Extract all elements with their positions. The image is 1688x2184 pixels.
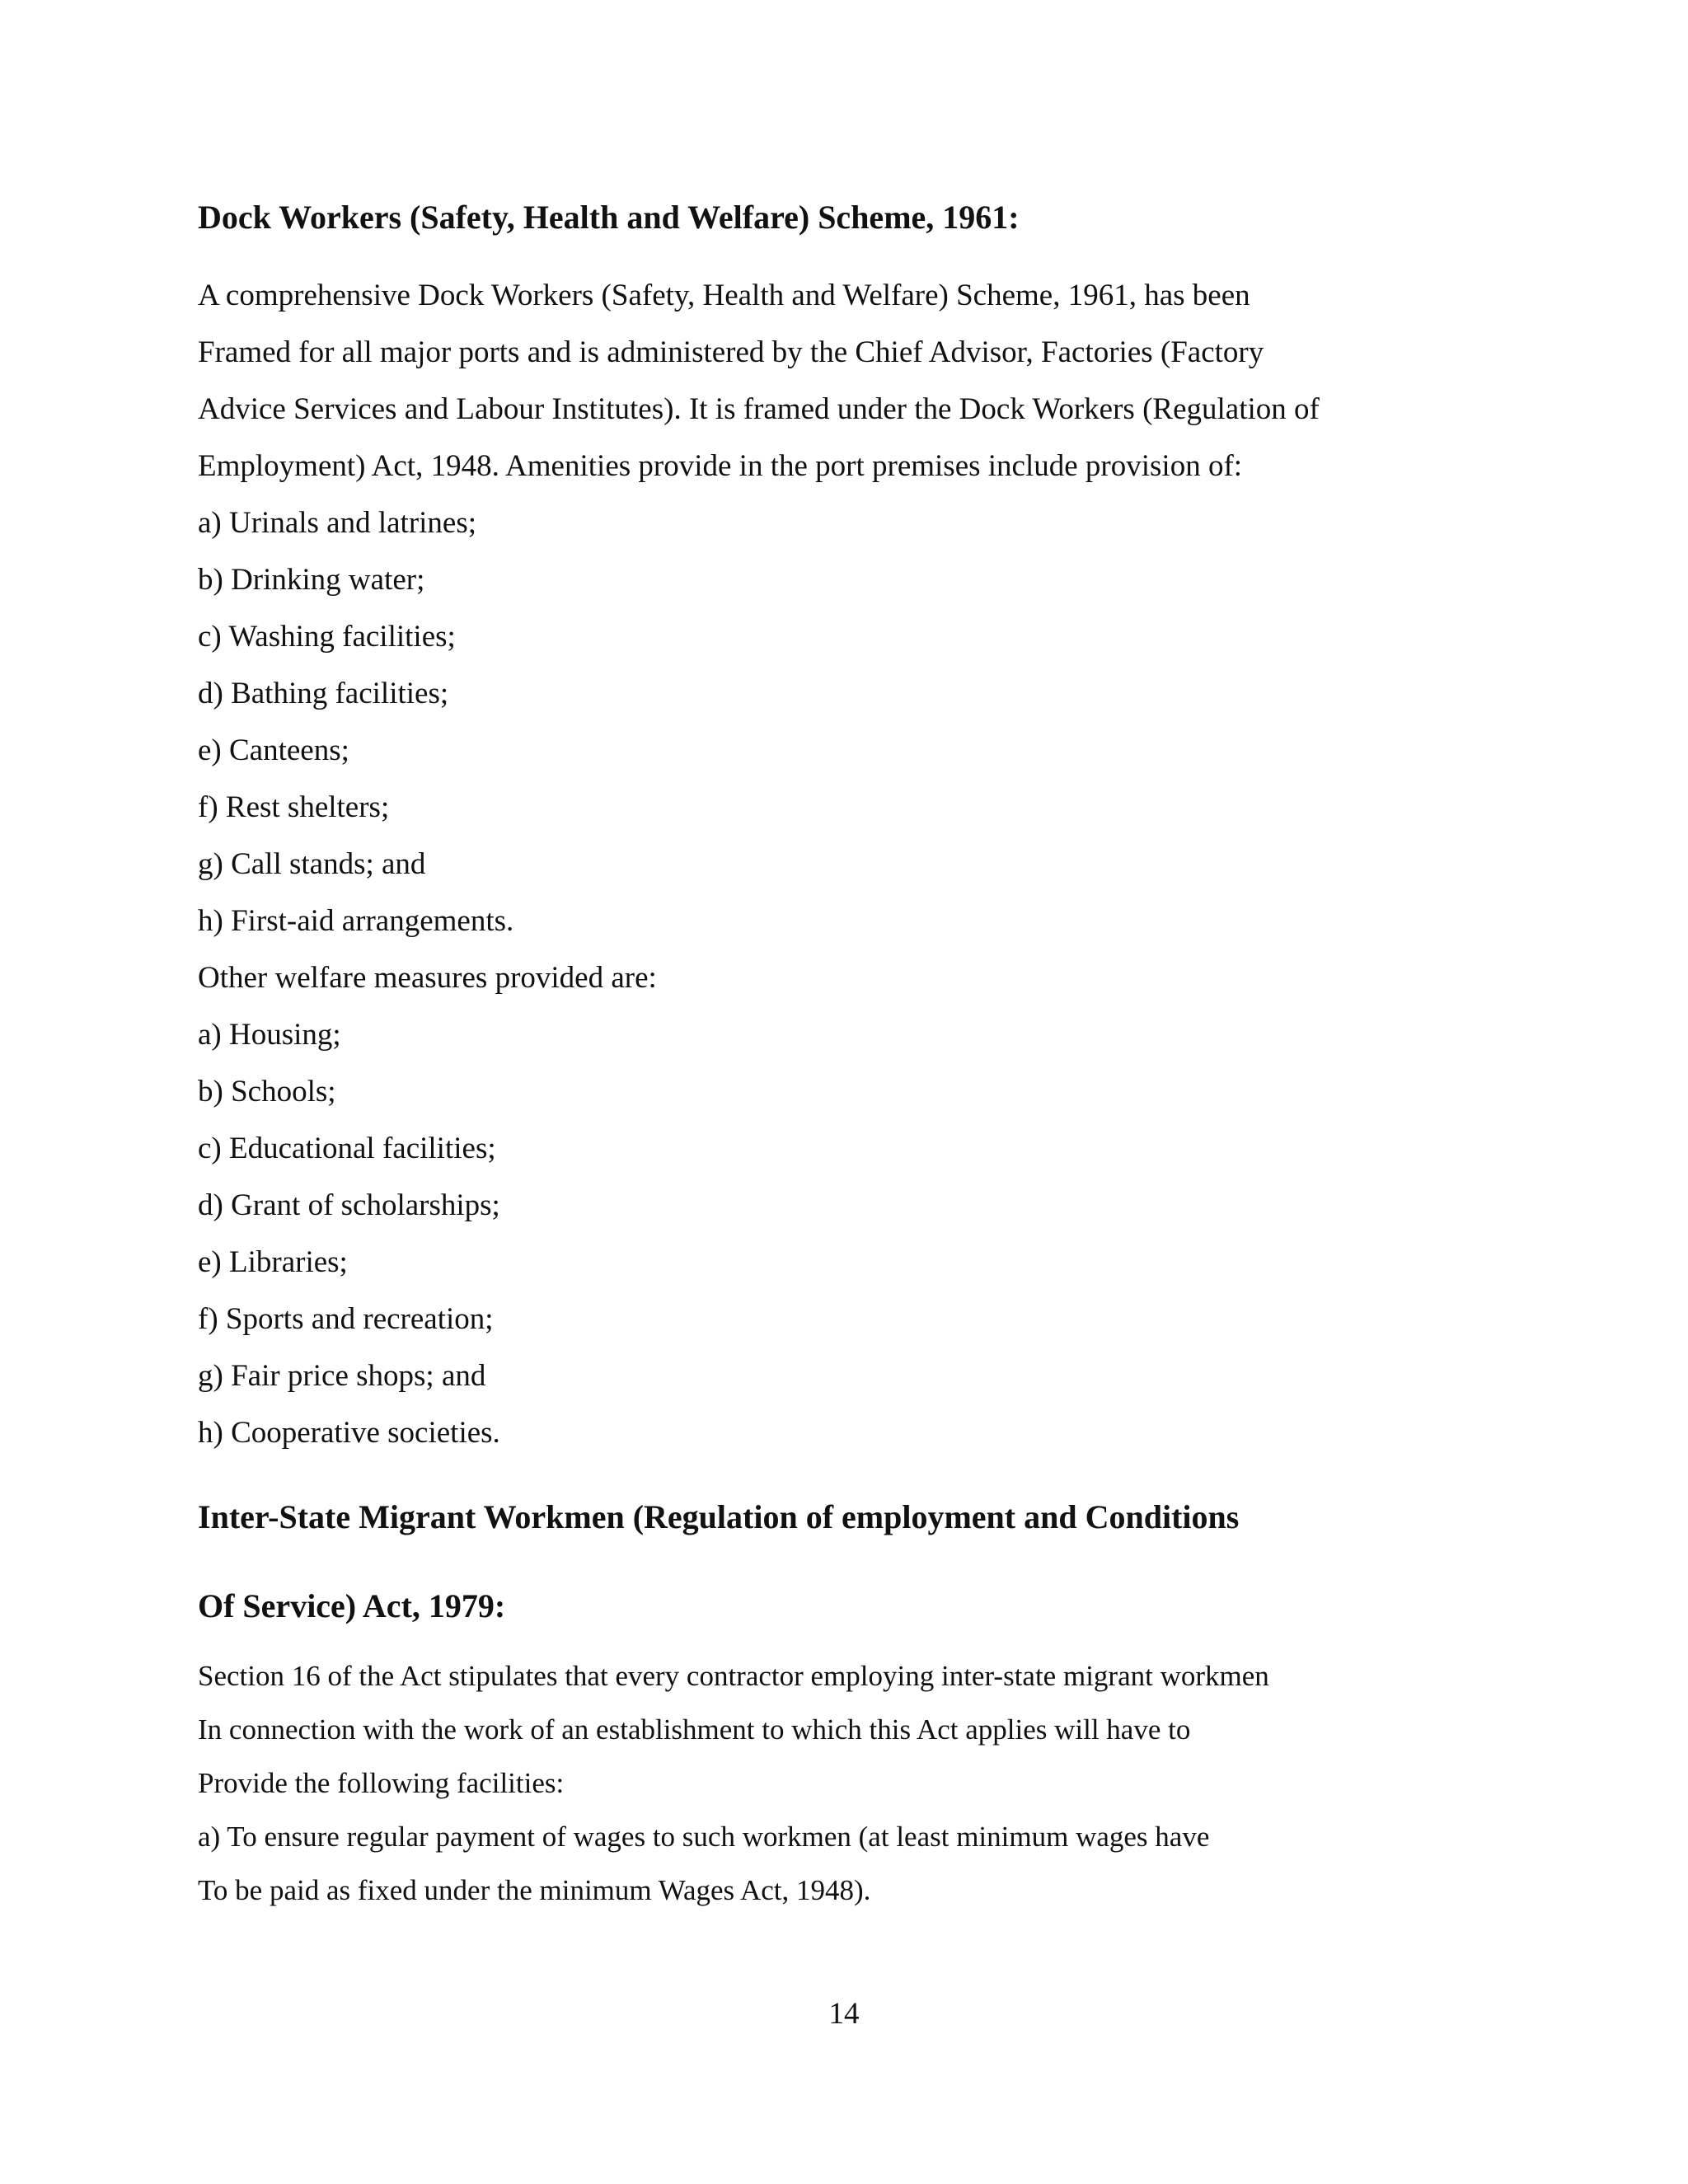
list-item: h) First-aid arrangements. xyxy=(198,904,514,938)
section-heading-migrant-workmen-cont: Of Service) Act, 1979: xyxy=(198,1587,506,1624)
paragraph-line: a) To ensure regular payment of wages to such workmen (at least minimum wages have xyxy=(198,1821,1210,1853)
amenities-list xyxy=(198,494,1434,949)
paragraph-line: Provide the following facilities: xyxy=(198,1767,565,1799)
list-item: c) Educational facilities; xyxy=(198,1132,496,1165)
paragraph-line: Employment) Act, 1948. Amenities provide in the port premises include provision of: xyxy=(198,449,1243,483)
section-heading-migrant-workmen: Inter-State Migrant Workmen (Regulation of employment and Conditions xyxy=(198,1498,1240,1535)
list-item: a) Housing; xyxy=(198,1018,341,1052)
list-item: a) Urinals and latrines; xyxy=(198,506,477,540)
list-item: d) Grant of scholarships; xyxy=(198,1188,500,1222)
list-item: c) Washing facilities; xyxy=(198,620,456,654)
list-item: e) Libraries; xyxy=(198,1245,348,1279)
list-item: g) Call stands; and xyxy=(198,847,426,881)
intro-paragraph xyxy=(198,267,1434,494)
paragraph-line: A comprehensive Dock Workers (Safety, Health and Welfare) Scheme, 1961, has been xyxy=(198,279,1250,312)
page-content xyxy=(198,196,1434,1917)
list-item: d) Bathing facilities; xyxy=(198,677,449,710)
list-item: f) Rest shelters; xyxy=(198,790,390,824)
list-item: h) Cooperative societies. xyxy=(198,1416,500,1450)
list-item: f) Sports and recreation; xyxy=(198,1302,494,1336)
paragraph-line: Section 16 of the Act stipulates that every contractor employing inter-state migrant workmen xyxy=(198,1660,1269,1692)
other-measures-list xyxy=(198,1006,1434,1461)
paragraph-line: In connection with the work of an establishment to which this Act applies will have to xyxy=(198,1713,1191,1746)
list-item: g) Fair price shops; and xyxy=(198,1359,486,1393)
paragraph-line: To be paid as fixed under the minimum Wages Act, 1948). xyxy=(198,1874,871,1906)
list-item: b) Drinking water; xyxy=(198,563,425,597)
paragraph-line: Framed for all major ports and is administered by the Chief Advisor, Factories (Factory xyxy=(198,335,1264,369)
section-heading-dock-workers: Dock Workers (Safety, Health and Welfare) Scheme, 1961: xyxy=(198,199,1020,236)
page-number: 14 xyxy=(828,1997,860,2031)
paragraph-line: Advice Services and Labour Institutes). It is framed under the Dock Workers (Regulation of xyxy=(198,392,1320,426)
list-item: b) Schools; xyxy=(198,1075,336,1108)
migrant-workmen-paragraph xyxy=(198,1649,1434,1917)
other-measures-intro: Other welfare measures provided are: xyxy=(198,961,657,995)
list-item: e) Canteens; xyxy=(198,733,349,767)
